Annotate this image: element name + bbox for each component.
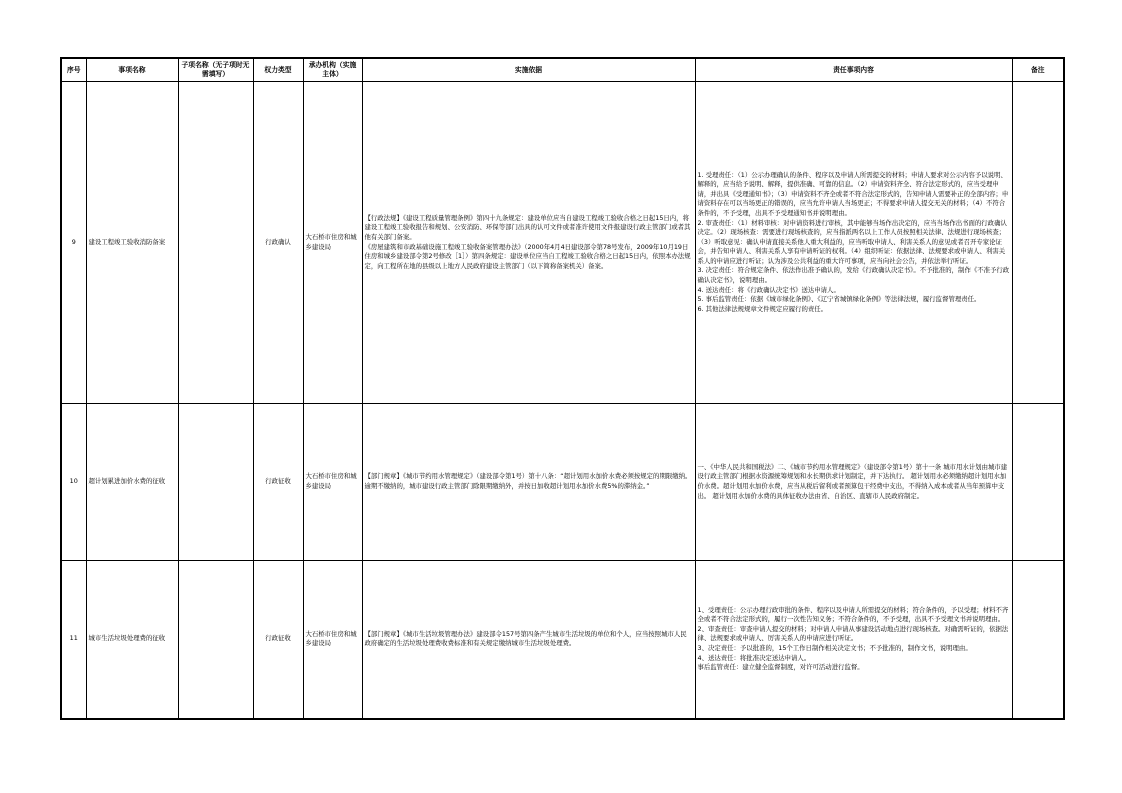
header-org: 承办机构（实施主体）: [303, 58, 362, 82]
header-no: 序号: [61, 58, 86, 82]
cell-no: 11: [61, 561, 86, 719]
cell-org: 大石桥市住房和城乡建设局: [303, 82, 362, 404]
header-power-type: 权力类型: [253, 58, 303, 82]
cell-item-name: 城市生活垃圾处理费的征收: [86, 561, 178, 719]
cell-remark: [1012, 404, 1064, 561]
cell-power-type: 行政征收: [253, 561, 303, 719]
cell-power-type: 行政征收: [253, 404, 303, 561]
cell-basis: 【行政法规】《建设工程质量管理条例》第四十九条规定：建设单位应当自建设工程竣工验收合格之日起15日内，将建设工程竣工验收报告和规划、公安消防、环保等部门出具的认可文件或者准许使用文件报建设行政主管部门或者其他有关部门备案。 《房屋建筑和市政基础设施工程竣工验收备案管理办法》（2000年4月4日建设部令第78号发布，2009年10月19日住房和城乡建设部令第2号修改［1］）第四条规定：建设单位应当自工程竣工验收合格之日起15日内，依照本办法规定，向工程所在地的县级以上地方人民政府建设主管部门（以下简称备案机关）备案。: [362, 82, 695, 404]
table-row: [61, 561, 1064, 719]
cell-basis: 【部门规章】《城市生活垃圾管理办法》建设部令157号第四条产生城市生活垃圾的单位和个人，应当按照城市人民政府确定的生活垃圾处理费收费标准和有关规定缴纳城市生活垃圾处理费。: [362, 561, 695, 719]
cell-duty: 1、受理责任：公示办理行政审批的条件、程序以及申请人所需提交的材料；符合条件的，予以受理；材料不齐全或者不符合法定形式的，履行一次性告知义务；不符合条件的，不予受理，出具不予受理文书并说明理由。 2、审查责任：审查申请人提交的材料；对申请人申请从事建设活动地点进行现场核查。对确需听证的，依据法律、法规要求或申请人、厉害关系人的申请应进行听证。 3、决定责任：予以批准的，15个工作日制作相关决定文书；不予批准的，制作文书，说明理由。 4、送达责任：将批准决定送达申请人。 事后监管责任：建立健全监督制度，对许可活动进行监督。: [695, 561, 1012, 719]
responsibility-table: [60, 57, 1065, 720]
cell-duty: 一、《中华人民共和国税法》二、《城市节约用水管理规定》（建设部令第1号）第十一条 城市用水计划由城市建设行政主管部门根据水资源统筹规划和水长期供求计划制定，并下达执行。 超计划用水必须缴纳超计划用水加价水费。超计划用水加价水费，应当从税后留利或者预算包干经费中支出，不得纳入成本或者从当年预算中支出。 超计划用水加价水费的具体征收办法由省、自治区、直辖市人民政府制定。: [695, 404, 1012, 561]
header-basis: 实施依据: [362, 58, 695, 82]
cell-remark: [1012, 82, 1064, 404]
cell-item-name: 超计划累进加价水费的征收: [86, 404, 178, 561]
cell-sub-item: [178, 404, 253, 561]
header-remark: 备注: [1012, 58, 1064, 82]
cell-org: 大石桥市住房和城乡建设局: [303, 404, 362, 561]
header-item-name: 事项名称: [86, 58, 178, 82]
table-row: [61, 82, 1064, 404]
cell-item-name: 建设工程竣工验收消防备案: [86, 82, 178, 404]
header-sub-item: 子项名称（无子项时无需填写）: [178, 58, 253, 82]
header-duty: 责任事项内容: [695, 58, 1012, 82]
cell-no: 9: [61, 82, 86, 404]
cell-org: 大石桥市住房和城乡建设局: [303, 561, 362, 719]
header-row: [61, 58, 1064, 82]
cell-sub-item: [178, 561, 253, 719]
cell-basis: 【部门规章】《城市节约用水管理规定》（建设部令第1号）第十八条：“超计划用水加价水费必须按规定的期限缴纳。逾期不缴纳的，城市建设行政主管部门除限期缴纳外，并按日加收超计划用水加价水费5%的滞纳金。”: [362, 404, 695, 561]
cell-power-type: 行政确认: [253, 82, 303, 404]
table-row: [61, 404, 1064, 561]
cell-no: 10: [61, 404, 86, 561]
cell-duty: 1. 受理责任：（1）公示办理确认的条件、程序以及申请人所需提交的材料；申请人要求对公示内容予以说明、解释的，应当给予说明、解释，提供准确、可靠的信息。（2）申请资料齐全、符合法定形式的，应当受理申请，并出具《受理通知书》；（3）申请资料不齐全或者不符合法定形式的，告知申请人需要补正的全部内容；申请资料存在可以当场更正的错误的，应当允许申请人当场更正；不得要求申请人提交无关的材料；（4）不符合条件的，不予受理，出具不予受理通知书并说明理由。 2. 审查责任：（1）材料审核：对申请资料进行审核，其中能够当场作出决定的，应当当场作出书面的行政确认决定。（2）现场核查：需要进行现场核查的，应当指派两名以上工作人员按照相关法律、法规进行现场核查；（3）听取意见：确认申请直接关系他人重大利益的，应当听取申请人、利害关系人的意见或者召开专家论证会，并告知申请人、利害关系人享有申请听证的权利。（4）组织听证：依据法律、法规要求或申请人、利害关系人的申请应进行听证；认为涉及公共利益的重大许可事项，应当向社会公告，并依法举行听证。 3. 决定责任：符合规定条件、依法作出准予确认的，发给《行政确认决定书》。不予批准的，制作《不准予行政确认决定书》，说明理由。 4. 送达责任：将《行政确认决定书》送达申请人。 5. 事后监管责任：依据《城市绿化条例》、《辽宁省城镇绿化条例》等法律法规，履行监督管理责任。 6. 其他法律法规规章文件规定应履行的责任。: [695, 82, 1012, 404]
cell-sub-item: [178, 82, 253, 404]
cell-remark: [1012, 561, 1064, 719]
